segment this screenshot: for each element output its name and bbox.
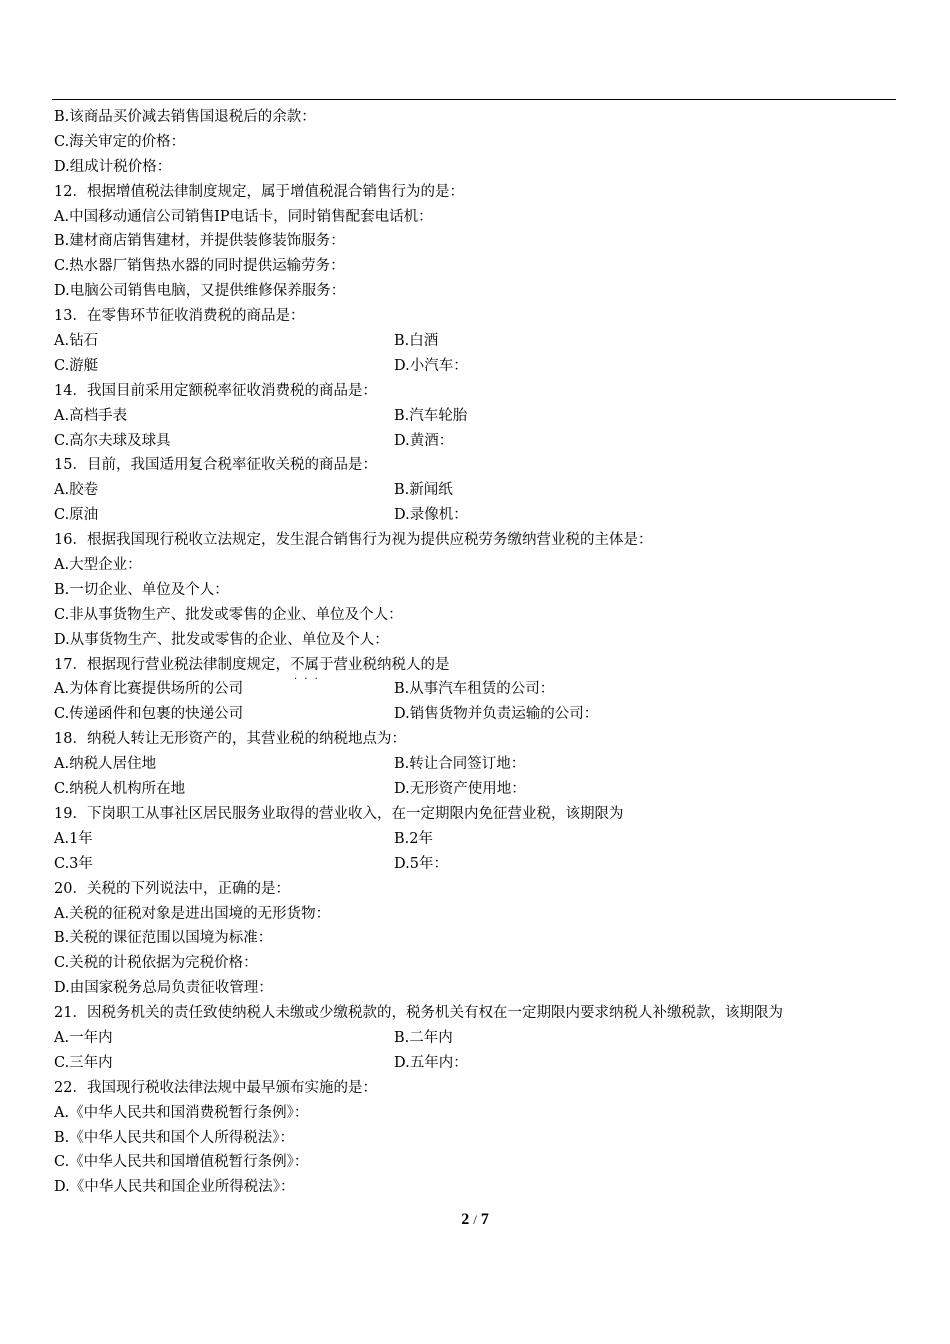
option-right: D.无形资产使用地： bbox=[394, 781, 526, 798]
option-right: D.5年： bbox=[394, 855, 448, 872]
option-right: B.从事汽车租赁的公司： bbox=[394, 681, 555, 698]
question-text: 17．根据现行营业税法律制度规定， bbox=[54, 656, 290, 673]
option-left: C.三年内 bbox=[54, 1054, 113, 1071]
option-row bbox=[54, 429, 904, 454]
option-row bbox=[54, 777, 904, 802]
option-row bbox=[54, 852, 904, 877]
question-text: 营业税纳税人的是 bbox=[333, 656, 450, 673]
page-separator: / bbox=[473, 1212, 477, 1227]
question-22: 22．我国现行税收法律法规中最早颁布实施的是： bbox=[54, 1079, 377, 1096]
option-row bbox=[54, 702, 904, 727]
option-left: A.纳税人居住地 bbox=[54, 756, 157, 773]
option-left: C.游艇 bbox=[54, 357, 99, 374]
text-line: B.该商品买价减去销售国退税后的余款： bbox=[54, 109, 316, 125]
question-18: 18．纳税人转让无形资产的，其营业税的纳税地点为： bbox=[54, 731, 406, 748]
option-right: B.2年 bbox=[394, 830, 433, 847]
total-pages: 7 bbox=[480, 1211, 489, 1228]
option-right: B.转让合同签订地： bbox=[394, 756, 526, 773]
option-line: D.由国家税务总局负责征收管理： bbox=[54, 980, 273, 997]
option-left: A.一年内 bbox=[54, 1029, 113, 1046]
option-row bbox=[54, 1026, 904, 1051]
option-line: D.《中华人民共和国企业所得税法》： bbox=[54, 1179, 295, 1196]
option-line: B.建材商店销售建材，并提供装修装饰服务： bbox=[54, 233, 345, 250]
text-line: C.海关审定的价格： bbox=[54, 133, 186, 150]
option-line: B.一切企业、单位及个人： bbox=[54, 581, 229, 598]
option-line: B.《中华人民共和国个人所得税法》： bbox=[54, 1129, 295, 1146]
question-17 bbox=[54, 653, 904, 678]
option-right: B.汽车轮胎 bbox=[394, 407, 468, 424]
question-21: 21．因税务机关的责任致使纳税人未缴或少缴税款的，税务机关有权在一定期限内要求纳税人补缴税款，该期限为 bbox=[54, 1005, 783, 1022]
option-row bbox=[54, 329, 904, 354]
question-20: 20．关税的下列说法中，正确的是： bbox=[54, 880, 290, 897]
option-right: D.销售货物并负责运输的公司： bbox=[394, 706, 599, 723]
option-line: A.大型企业： bbox=[54, 557, 142, 574]
option-left: A.1年 bbox=[54, 830, 93, 847]
option-line: D.电脑公司销售电脑，又提供维修保养服务： bbox=[54, 283, 346, 300]
option-right: B.白酒 bbox=[394, 333, 439, 350]
top-rule bbox=[52, 99, 896, 100]
option-right: D.录像机： bbox=[394, 507, 468, 524]
option-row bbox=[54, 1051, 904, 1076]
option-line: C.关税的计税依据为完税价格： bbox=[54, 955, 258, 972]
question-15: 15．目前，我国适用复合税率征收关税的商品是： bbox=[54, 457, 377, 474]
question-14: 14．我国目前采用定额税率征收消费税的商品是： bbox=[54, 382, 377, 399]
option-right: D.黄酒： bbox=[394, 432, 454, 449]
option-row bbox=[54, 404, 904, 429]
option-right: D.小汽车： bbox=[394, 357, 468, 374]
option-row bbox=[54, 503, 904, 528]
option-line: B.关税的课征范围以国境为标准： bbox=[54, 930, 273, 947]
option-row bbox=[54, 478, 904, 503]
option-row bbox=[54, 354, 904, 379]
text-line: D.组成计税价格： bbox=[54, 158, 172, 175]
option-line: A.中国移动通信公司销售IP电话卡，同时销售配套电话机： bbox=[54, 208, 433, 225]
option-line: A.关税的征税对象是进出国境的无形货物： bbox=[54, 905, 331, 922]
option-line: C.热水器厂销售热水器的同时提供运输劳务： bbox=[54, 258, 345, 275]
option-right: B.二年内 bbox=[394, 1029, 453, 1046]
question-12: 12．根据增值税法律制度规定，属于增值税混合销售行为的是： bbox=[54, 183, 464, 200]
current-page: 2 bbox=[461, 1211, 470, 1228]
question-16: 16．根据我国现行税收立法规定，发生混合销售行为视为提供应税劳务缴纳营业税的主体是： bbox=[54, 532, 653, 549]
option-left: C.原油 bbox=[54, 507, 99, 524]
option-line: C.非从事货物生产、批发或零售的企业、单位及个人： bbox=[54, 606, 403, 623]
option-left: C.高尔夫球及球具 bbox=[54, 432, 171, 449]
option-line: C.《中华人民共和国增值税暂行条例》： bbox=[54, 1154, 309, 1171]
document-body bbox=[54, 105, 904, 1200]
emphasis-text: 不属于 · · · bbox=[290, 657, 334, 673]
option-row bbox=[54, 827, 904, 852]
option-row bbox=[54, 752, 904, 777]
option-left: A.为体育比赛提供场所的公司 bbox=[54, 681, 244, 698]
option-line: A.《中华人民共和国消费税暂行条例》： bbox=[54, 1104, 309, 1121]
option-line: D.从事货物生产、批发或零售的企业、单位及个人： bbox=[54, 631, 389, 648]
option-left: C.传递函件和包裹的快递公司 bbox=[54, 706, 244, 723]
option-left: C.纳税人机构所在地 bbox=[54, 781, 186, 798]
option-right: D.五年内： bbox=[394, 1054, 468, 1071]
question-19: 19．下岗职工从事社区居民服务业取得的营业收入，在一定期限内免征营业税，该期限为 bbox=[54, 805, 624, 822]
option-right: B.新闻纸 bbox=[394, 482, 453, 499]
option-left: A.胶卷 bbox=[54, 482, 99, 499]
page-number bbox=[0, 1211, 950, 1229]
option-left: C.3年 bbox=[54, 855, 93, 872]
option-row bbox=[54, 677, 904, 702]
option-left: A.高档手表 bbox=[54, 407, 128, 424]
question-13: 13．在零售环节征收消费税的商品是： bbox=[54, 308, 305, 325]
option-left: A.钻石 bbox=[54, 333, 99, 350]
